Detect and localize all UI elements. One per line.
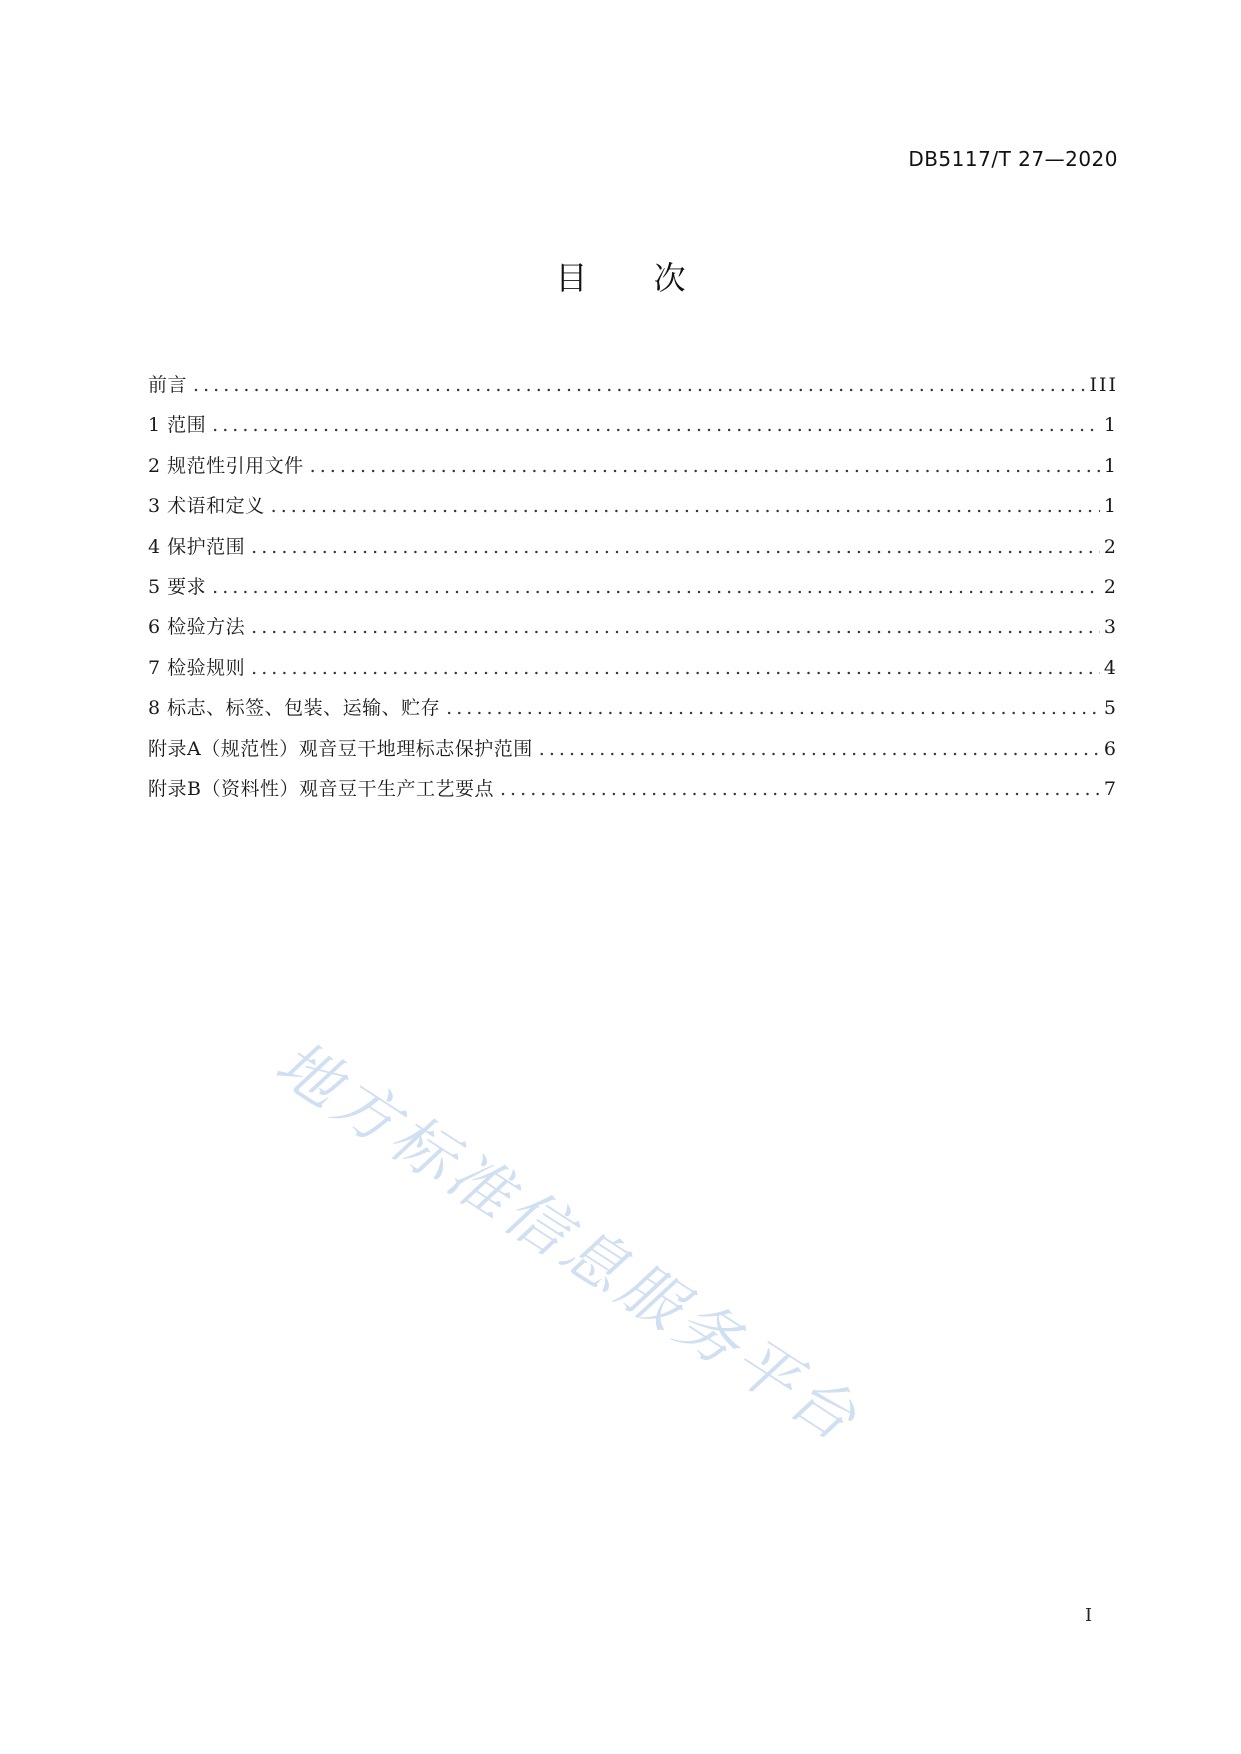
page-number: I xyxy=(1085,1605,1093,1626)
toc-entry-label: 4 保护范围 xyxy=(148,535,246,558)
toc-leader-dots xyxy=(212,567,1100,607)
toc-entry-page: 7 xyxy=(1103,777,1118,800)
toc-entry-page: 3 xyxy=(1103,616,1118,639)
toc-entry-page: 1 xyxy=(1103,414,1118,437)
toc-entry-normative-references[interactable] xyxy=(148,446,1118,486)
table-of-contents xyxy=(148,365,1118,809)
toc-entry-test-methods[interactable] xyxy=(148,607,1118,647)
toc-leader-dots xyxy=(271,486,1100,526)
toc-entry-label: 2 规范性引用文件 xyxy=(148,454,304,477)
toc-entry-page: 2 xyxy=(1103,575,1118,598)
toc-entry-inspection-rules[interactable] xyxy=(148,648,1118,688)
toc-entry-appendix-b[interactable] xyxy=(148,769,1118,809)
watermark: 地方标准信息服务平台 xyxy=(263,1025,874,1458)
toc-leader-dots xyxy=(251,607,1100,647)
toc-entry-page: 5 xyxy=(1103,697,1118,720)
toc-entry-label: 附录B（资料性）观音豆干生产工艺要点 xyxy=(148,777,494,800)
toc-leader-dots xyxy=(212,405,1100,445)
toc-leader-dots xyxy=(500,769,1100,809)
toc-leader-dots xyxy=(251,527,1100,567)
toc-entry-requirements[interactable] xyxy=(148,567,1118,607)
toc-leader-dots xyxy=(251,648,1100,688)
toc-entry-terms-definitions[interactable] xyxy=(148,486,1118,526)
toc-entry-protection-scope[interactable] xyxy=(148,527,1118,567)
toc-leader-dots xyxy=(539,729,1100,769)
toc-entry-label: 附录A（规范性）观音豆干地理标志保护范围 xyxy=(148,737,533,760)
toc-leader-dots xyxy=(193,365,1085,405)
toc-entry-page: 1 xyxy=(1103,495,1118,518)
page-title: 目 次 xyxy=(555,259,714,297)
toc-entry-scope[interactable] xyxy=(148,405,1118,445)
toc-leader-dots xyxy=(310,446,1100,486)
toc-entry-label: 3 术语和定义 xyxy=(148,495,265,518)
toc-entry-label: 前言 xyxy=(148,374,188,396)
toc-entry-label: 5 要求 xyxy=(148,575,207,598)
toc-entry-label: 1 范围 xyxy=(148,414,207,437)
toc-entry-page: 1 xyxy=(1103,454,1118,477)
toc-entry-marking-packaging[interactable] xyxy=(148,688,1118,728)
toc-leader-dots xyxy=(446,688,1100,728)
toc-entry-page: 4 xyxy=(1103,656,1118,679)
toc-entry-label: 8 标志、标签、包装、运输、贮存 xyxy=(148,697,441,720)
toc-entry-label: 6 检验方法 xyxy=(148,616,246,639)
toc-entry-label: 7 检验规则 xyxy=(148,656,246,679)
document-code: DB5117/T 27—2020 xyxy=(908,147,1118,171)
toc-entry-page: 6 xyxy=(1103,737,1118,760)
toc-entry-page: III xyxy=(1089,374,1118,396)
toc-entry-foreword[interactable] xyxy=(148,365,1118,405)
toc-entry-appendix-a[interactable] xyxy=(148,729,1118,769)
toc-entry-page: 2 xyxy=(1103,535,1118,558)
